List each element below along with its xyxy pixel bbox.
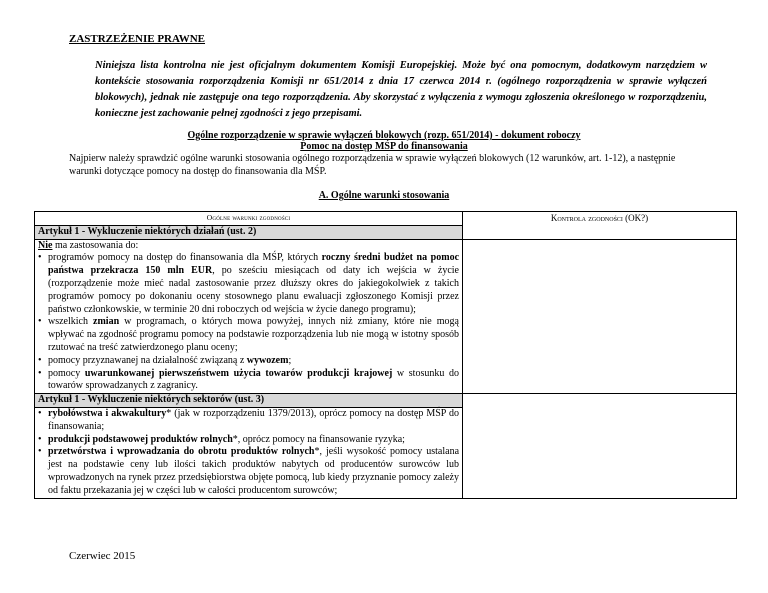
legal-title: ZASTRZEŻENIE PRAWNE	[69, 33, 206, 45]
footer-date: Czerwiec 2015	[69, 550, 136, 562]
article-1-body	[35, 239, 463, 394]
section-heading: A. Ogólne warunki stosowania	[318, 190, 450, 201]
column-header-check: Kontrola zgodności (OK?)	[463, 212, 737, 240]
document-title: Ogólne rozporządzenie w sprawie wyłączeń blokowych (rozp. 651/2014) - dokument roboczy	[187, 130, 581, 141]
article-1-3-body	[35, 407, 463, 498]
check-cell[interactable]	[463, 394, 737, 498]
compliance-table	[34, 211, 737, 499]
article-1-title: Artykuł 1 - Wykluczenie niektórych działań (ust. 2)	[35, 225, 463, 239]
list-item: • programów pomocy na dostęp do finansowania dla MŚP, których roczny średni budżet na pomoc państwa przekracza 150 mln EUR, po sześciu miesiącach od daty ich wejścia w życie (rozporządzenie może mieć nadal zastosowanie przez dłuższy okres do jakiegokolwiek z takich programów pomocy po dokonaniu oceny stosownego planu ewaluacji zgłoszonego Komisji przez państwo członkowskie, w terminie 20 dni roboczych od wejścia w życie danego programu);	[48, 252, 459, 316]
disclaimer-text: Niniejsza lista kontrolna nie jest oficjalnym dokumentem Komisji Europejskiej. Może być ona pomocnym, dodatkowym narzędziem w kontekście stosowania rozporządzenia Komisji nr 651/2014 z dnia 17 czerwca 2014 r. (ogólnego rozporządzenia w sprawie wyłączeń blokowych), jednak nie zastępuje ona tego rozporządzenia. Aby skorzystać z wyłączenia z wymogu zgłoszenia określonego w rozporządzeniu, konieczne jest zachowanie pełnej zgodności z jego przepisami.	[95, 60, 707, 119]
list-item: • pomocy uwarunkowanej pierwszeństwem użycia towarów produkcji krajowej w stosunku do towarów sprowadzanych z zagranicy.	[48, 368, 459, 394]
column-header-conditions: Ogólne warunki zgodności	[35, 212, 463, 226]
document-subtitle: Pomoc na dostęp MŚP do finansowania	[300, 141, 468, 152]
intro-rest: ma zastosowania do:	[52, 239, 139, 251]
list-item: • wszelkich zmian w programach, o których mowa powyżej, innych niż zmiany, które nie mogą wpływać na zgodność programu pomocy na podstawie rozporządzenia lub nie mogą w istotny sposób rzutować na treść zatwierdzonego planu oceny;	[48, 316, 459, 354]
article-1-3-title: Artykuł 1 - Wykluczenie niektórych sektorów (ust. 3)	[35, 394, 463, 408]
check-cell[interactable]	[463, 239, 737, 394]
intro-text: Najpierw należy sprawdzić ogólne warunki stosowania ogólnego rozporządzenia w sprawie wyłączeń blokowych (12 warunków, art. 1-12), a następnie warunki dotyczące pomocy na dostęp do finansowania dla MŚP.	[69, 153, 676, 177]
list-item: • pomocy przyznawanej na działalność związaną z wywozem;	[48, 355, 459, 368]
list-item: • przetwórstwa i wprowadzania do obrotu produktów rolnych*, jeśli wysokość pomocy ustalana jest na podstawie ceny lub ilości takich produktów nabytych od producentów surowców lub wprowadzonych na rynek przez przedsiębiorstwa objęte pomocą, lub kiedy przyznanie pomocy zależy od faktu przekazania jej w części lub w całości producentom surowców;	[48, 446, 459, 497]
list-item: • rybołówstwa i akwakultury* (jak w rozporządzeniu 1379/2013), oprócz pomocy na dostęp MŚP do finansowania;	[48, 408, 459, 434]
not-label: Nie	[38, 239, 53, 251]
list-item: • produkcji podstawowej produktów rolnych*, oprócz pomocy na finansowanie ryzyka;	[48, 434, 459, 447]
